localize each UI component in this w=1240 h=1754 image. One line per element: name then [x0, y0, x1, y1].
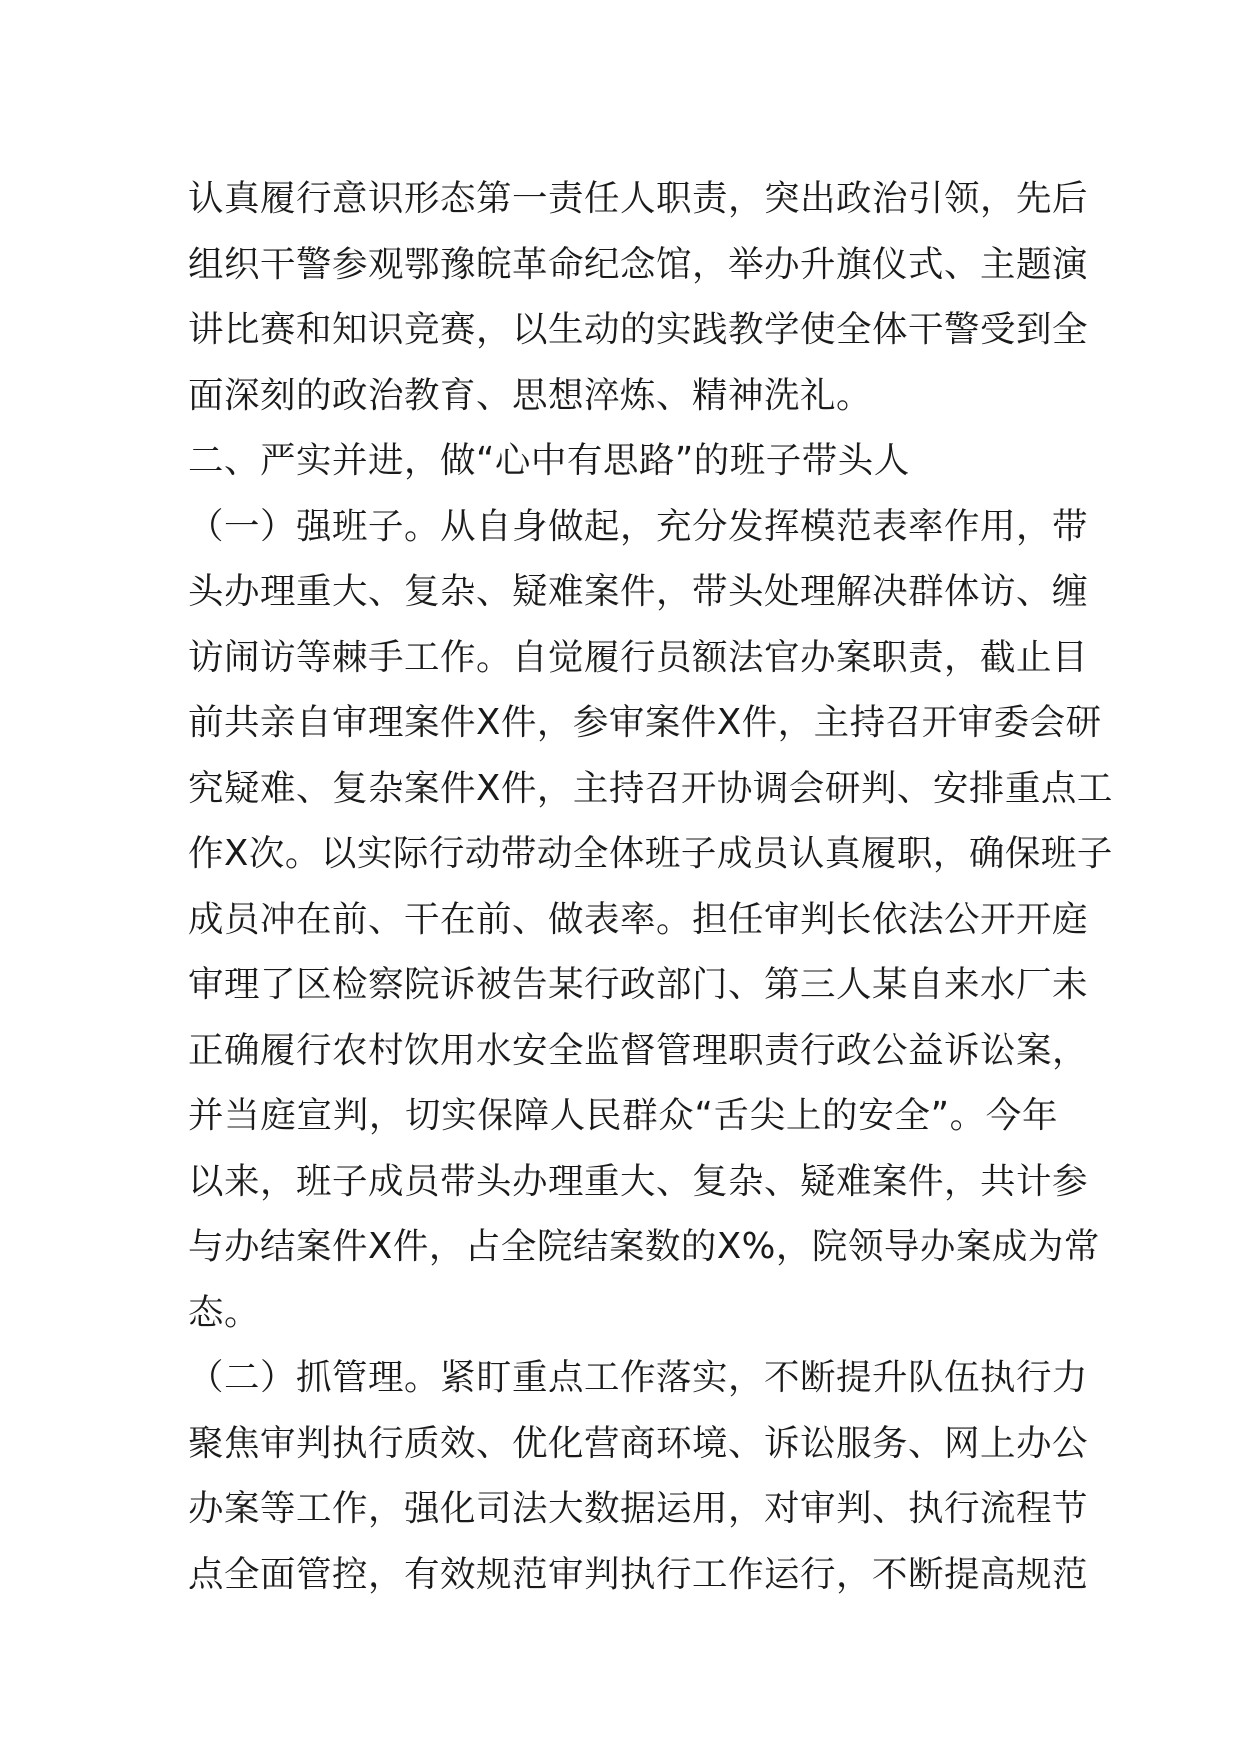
text-line: 并当庭宣判，切实保障人民群众“舌尖上的安全”。今年 [188, 1095, 1058, 1136]
text-line: 态。 [188, 1291, 261, 1333]
text-line: 聚焦审判执行质效、优化营商环境、诉讼服务、网上办公 [188, 1422, 1089, 1464]
text-line: 认真履行意识形态第一责任人职责，突出政治引领，先后 [188, 178, 1089, 219]
text-line: 点全面管控，有效规范审判执行工作运行，不断提高规范 [188, 1553, 1089, 1595]
text-line: 作X次。以实际行动带动全体班子成员认真履职，确保班子 [188, 833, 1113, 874]
text-line: 组织干警参观鄂豫皖革命纪念馆，举办升旗仪式、主题演 [188, 243, 1089, 285]
text-line: 与办结案件X件，占全院结案数的X%，院领导办案成为常 [188, 1226, 1100, 1267]
text-line: 以来，班子成员带头办理重大、复杂、疑难案件，共计参 [188, 1160, 1089, 1202]
text-line: 办案等工作，强化司法大数据运用，对审判、执行流程节 [188, 1488, 1089, 1529]
text-line: 面深刻的政治教育、思想淬炼、精神洗礼。 [188, 374, 873, 416]
body-text [188, 166, 1113, 1607]
text-line: 头办理重大、复杂、疑难案件，带头处理解决群体访、缠 [188, 571, 1089, 612]
text-line: 成员冲在前、干在前、做表率。担任审判长依法公开开庭 [188, 898, 1089, 940]
text-line: 讲比赛和知识竞赛，以生动的实践教学使全体干警受到全 [188, 309, 1089, 350]
text-line: 前共亲自审理案件X件，参审案件X件，主持召开审委会研 [188, 702, 1102, 743]
text-line: 访闹访等棘手工作。自觉履行员额法官办案职责，截止目 [188, 636, 1089, 678]
text-line: 审理了区检察院诉被告某行政部门、第三人某自来水厂未 [188, 964, 1089, 1005]
text-line: （二）抓管理。紧盯重点工作落实，不断提升队伍执行力 [188, 1357, 1089, 1398]
text-line: 正确履行农村饮用水安全监督管理职责行政公益诉讼案， [188, 1029, 1089, 1071]
text-line: 究疑难、复杂案件X件，主持召开协调会研判、安排重点工 [188, 767, 1113, 809]
section-heading: 二、严实并进，做“心中有思路”的班子带头人 [188, 440, 910, 481]
text-line: （一）强班子。从自身做起，充分发挥模范表率作用，带 [188, 505, 1089, 547]
